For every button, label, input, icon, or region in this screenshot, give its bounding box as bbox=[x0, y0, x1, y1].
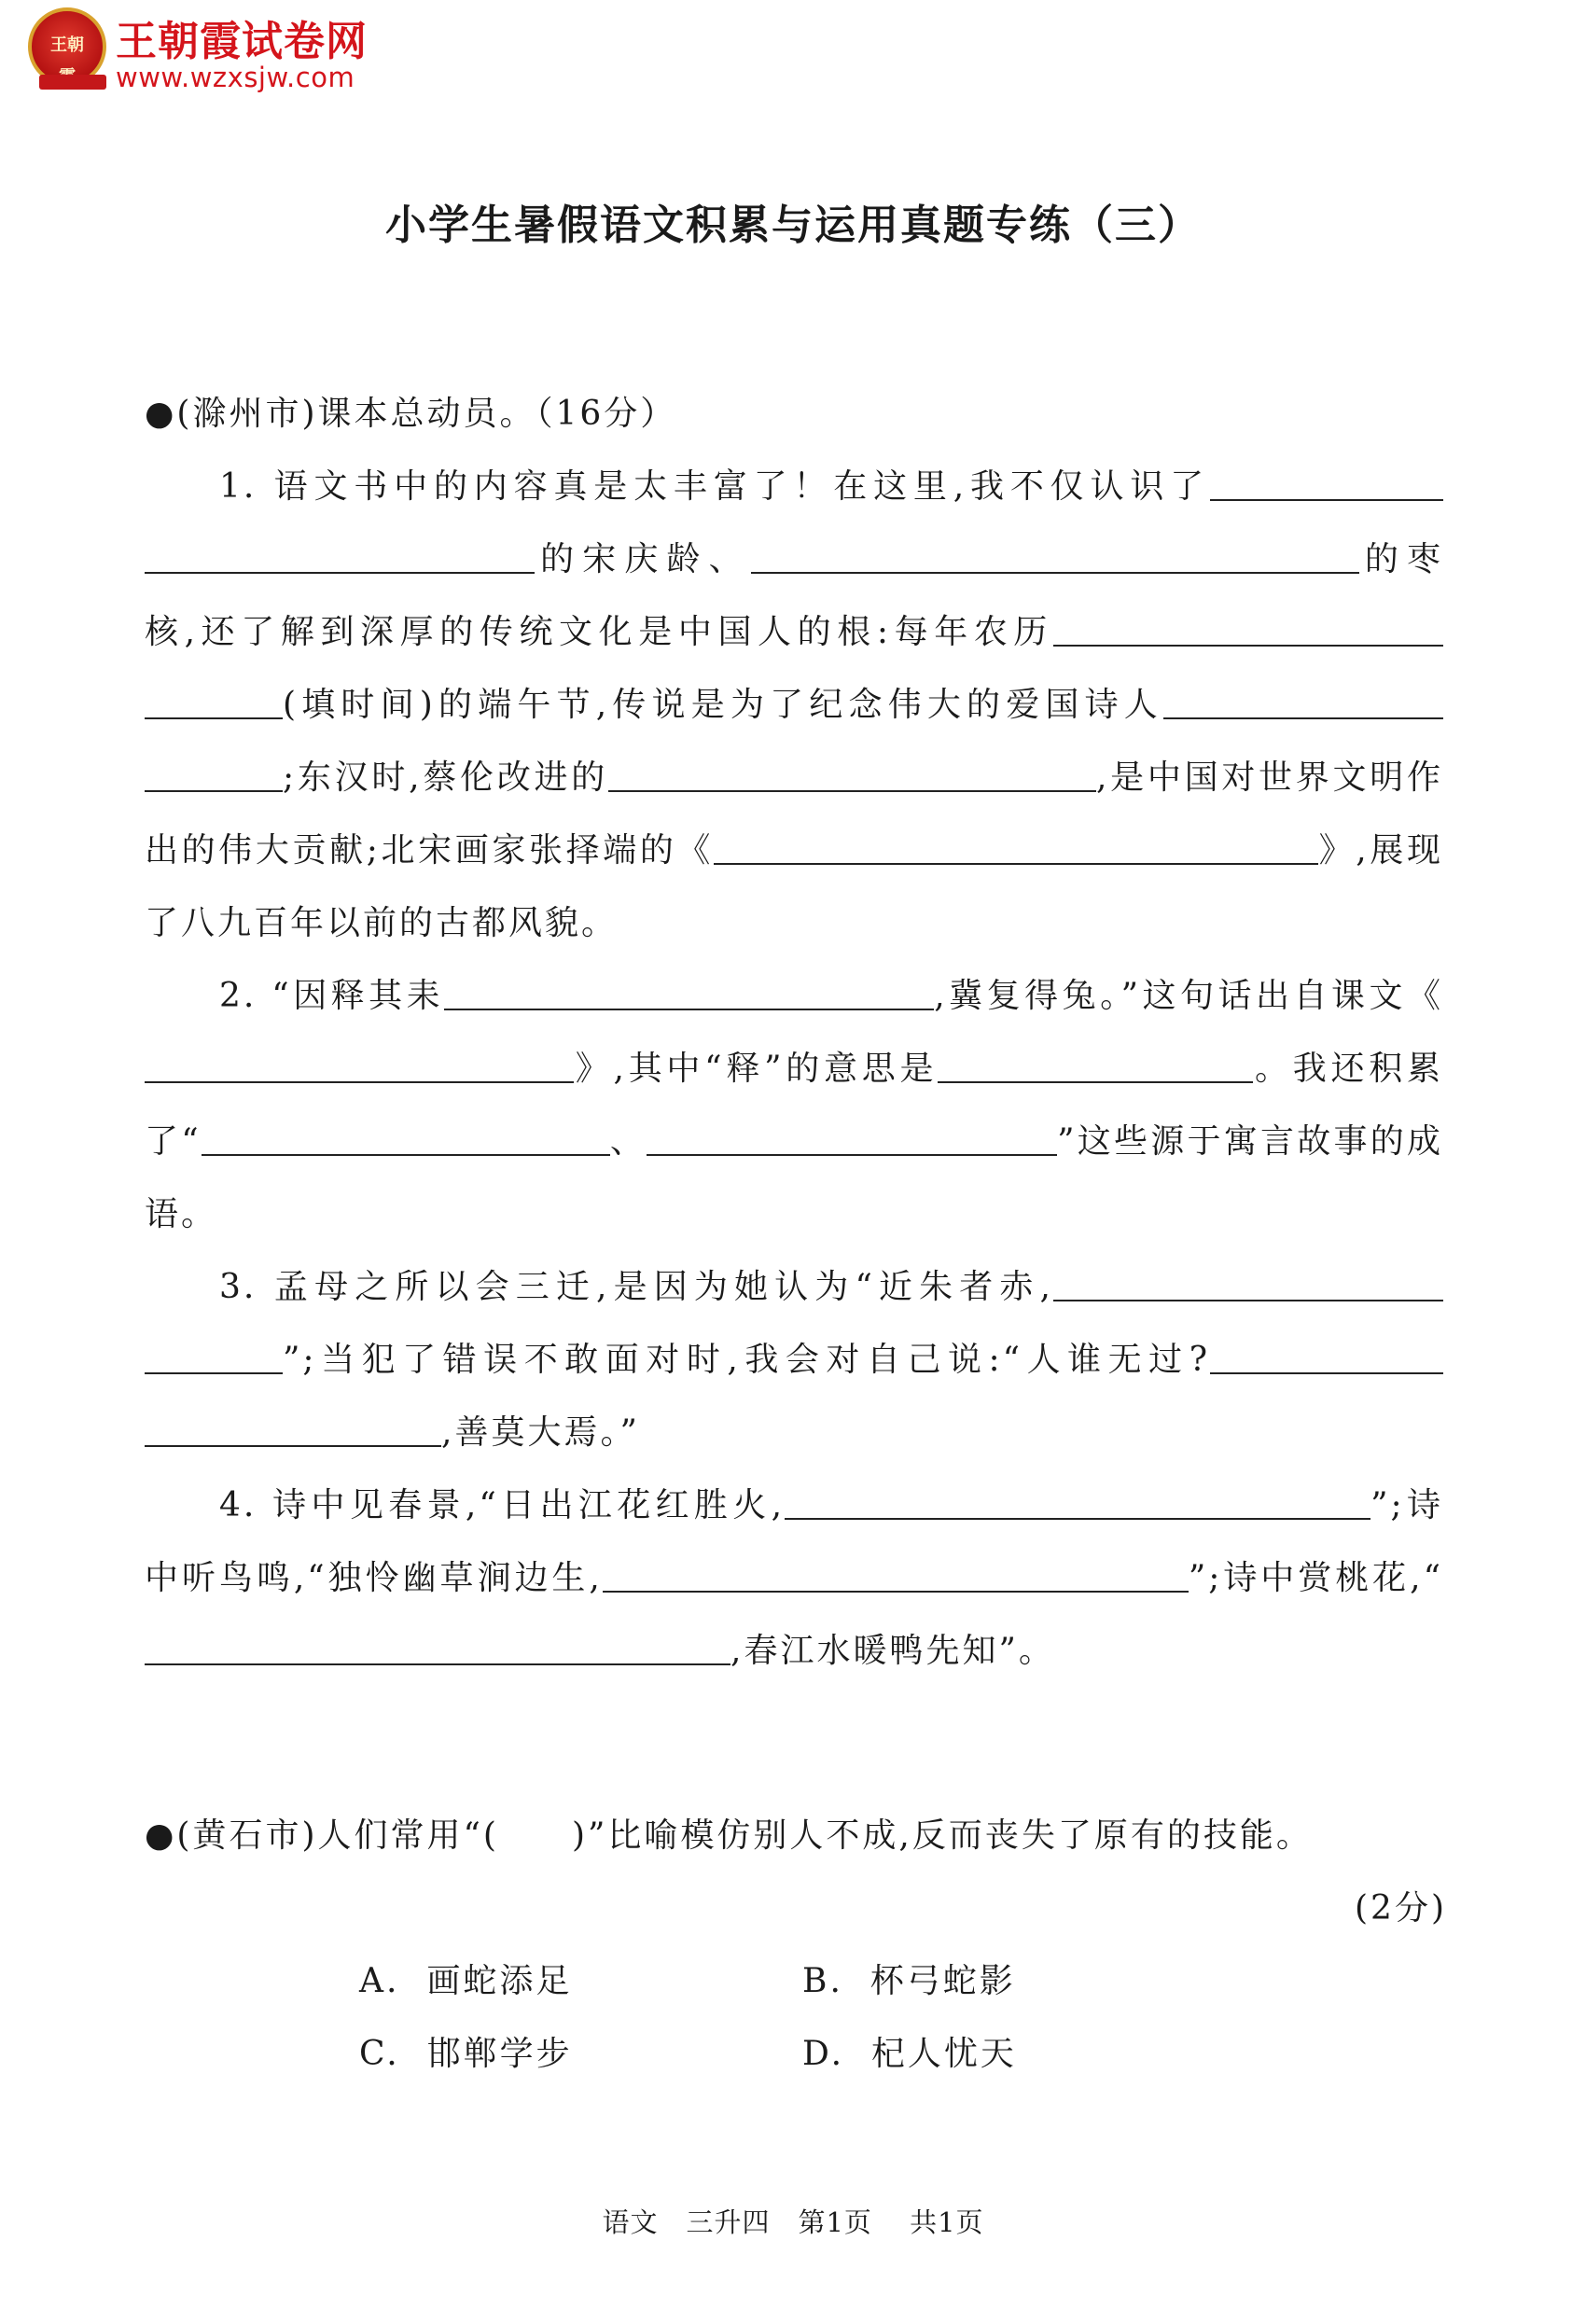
q3-text-1: 3. 孟母之所以会三迁,是因为她认为“近朱者赤, bbox=[219, 1268, 1053, 1306]
q1-text-1: 1. 语文书中的内容真是太丰富了！在这里,我不仅认识了 bbox=[219, 467, 1210, 506]
option-text: 邯郸学步 bbox=[426, 2035, 573, 2073]
option-a[interactable] bbox=[359, 1945, 802, 2018]
section2-heading: ●(黄石市)人们常用“( )”比喻模仿别人不成,反而丧失了原有的技能。 bbox=[145, 1816, 1313, 1855]
q4-text-3: ”;诗中赏桃花,“ bbox=[1188, 1559, 1443, 1597]
choice-options bbox=[359, 1945, 1443, 2091]
q2-text-5: 、 bbox=[609, 1122, 647, 1161]
section2 bbox=[145, 1800, 1447, 2091]
question-2 bbox=[145, 960, 1443, 1251]
option-b[interactable] bbox=[802, 1945, 1245, 2018]
question-3 bbox=[145, 1251, 1443, 1469]
option-c[interactable] bbox=[359, 2018, 802, 2091]
option-key: D. bbox=[802, 2035, 845, 2073]
q1-text-2: 的宋庆龄、 bbox=[535, 540, 751, 578]
worksheet-body bbox=[145, 378, 1447, 2091]
answer-blank[interactable] bbox=[145, 540, 535, 574]
logo-ribbon bbox=[39, 75, 106, 90]
option-text: 杯弓蛇影 bbox=[870, 1962, 1016, 2000]
option-key: C. bbox=[359, 2035, 400, 2073]
question-4 bbox=[145, 1469, 1443, 1688]
q2-text-4: 。我还积累了“ bbox=[145, 1050, 1443, 1161]
q4-text-2: ”;诗中听鸟鸣,“独怜幽草涧边生, bbox=[145, 1486, 1443, 1597]
answer-blank[interactable] bbox=[1163, 686, 1443, 719]
answer-blank[interactable] bbox=[603, 1559, 1189, 1593]
answer-blank[interactable] bbox=[145, 686, 283, 719]
page-footer: 语文 三升四 第1页 共1页 bbox=[602, 2206, 984, 2238]
answer-blank[interactable] bbox=[1210, 1341, 1443, 1374]
q2-text-1: 2. “因释其耒 bbox=[219, 977, 445, 1015]
section1-heading: ●(滁州市)课本总动员。（16分） bbox=[145, 395, 677, 433]
option-text: 杞人忧天 bbox=[870, 2035, 1017, 2073]
answer-blank[interactable] bbox=[202, 1122, 610, 1156]
answer-blank[interactable] bbox=[1053, 613, 1443, 647]
answer-blank[interactable] bbox=[145, 1341, 283, 1374]
section2-score: (2分) bbox=[1355, 1889, 1447, 1927]
answer-blank[interactable] bbox=[1210, 467, 1443, 501]
answer-blank[interactable] bbox=[145, 758, 283, 792]
answer-blank[interactable] bbox=[751, 540, 1359, 574]
site-url[interactable]: www.wzxsjw.com bbox=[116, 62, 355, 93]
answer-blank[interactable] bbox=[444, 977, 934, 1010]
q1-text-3: 的枣核,还了解到深厚的传统文化是中国人的根:每年农历 bbox=[145, 540, 1443, 651]
page-title: 小学生暑假语文积累与运用真题专练（三） bbox=[385, 202, 1201, 249]
logo-emblem-text: 王朝 bbox=[50, 35, 84, 55]
answer-blank[interactable] bbox=[1053, 1268, 1443, 1301]
q4-text-1: 4. 诗中见春景,“日出江花红胜火, bbox=[219, 1486, 786, 1524]
q4-text-4: ,春江水暖鸭先知”。 bbox=[730, 1632, 1055, 1670]
q3-text-2: ”;当犯了错误不敢面对时,我会对自己说:“人谁无过? bbox=[283, 1341, 1210, 1379]
answer-blank[interactable] bbox=[608, 758, 1096, 792]
q3-text-3: ,善莫大焉。” bbox=[441, 1413, 640, 1452]
answer-blank[interactable] bbox=[938, 1050, 1253, 1083]
q1-text-4: (填时间)的端午节,传说是为了纪念伟大的爱国诗人 bbox=[283, 686, 1163, 724]
option-key: B. bbox=[802, 1962, 843, 2000]
question-1 bbox=[145, 451, 1443, 960]
q2-text-2: ,冀复得兔。”这句话出自课文《 bbox=[934, 977, 1443, 1015]
site-name[interactable]: 王朝霞试卷网 bbox=[116, 18, 368, 65]
option-d[interactable] bbox=[802, 2018, 1245, 2091]
option-text: 画蛇添足 bbox=[426, 1962, 573, 2000]
answer-blank[interactable] bbox=[145, 1413, 441, 1447]
q1-text-6: ,是中国对世界文明作出的伟大贡献;北宋画家张择端的《 bbox=[145, 758, 1443, 870]
answer-blank[interactable] bbox=[145, 1632, 730, 1665]
q1-text-7: 》,展现了八九百年以前的古都风貌。 bbox=[145, 831, 1443, 942]
answer-blank[interactable] bbox=[785, 1486, 1370, 1520]
q2-text-3: 》,其中“释”的意思是 bbox=[574, 1050, 939, 1088]
q1-text-5: ;东汉时,蔡伦改进的 bbox=[283, 758, 608, 797]
q2-text-6: ”这些源于寓言故事的成语。 bbox=[145, 1122, 1444, 1233]
answer-blank[interactable] bbox=[647, 1122, 1057, 1156]
answer-blank[interactable] bbox=[714, 831, 1318, 865]
option-key: A. bbox=[359, 1962, 400, 2000]
answer-blank[interactable] bbox=[145, 1050, 574, 1083]
